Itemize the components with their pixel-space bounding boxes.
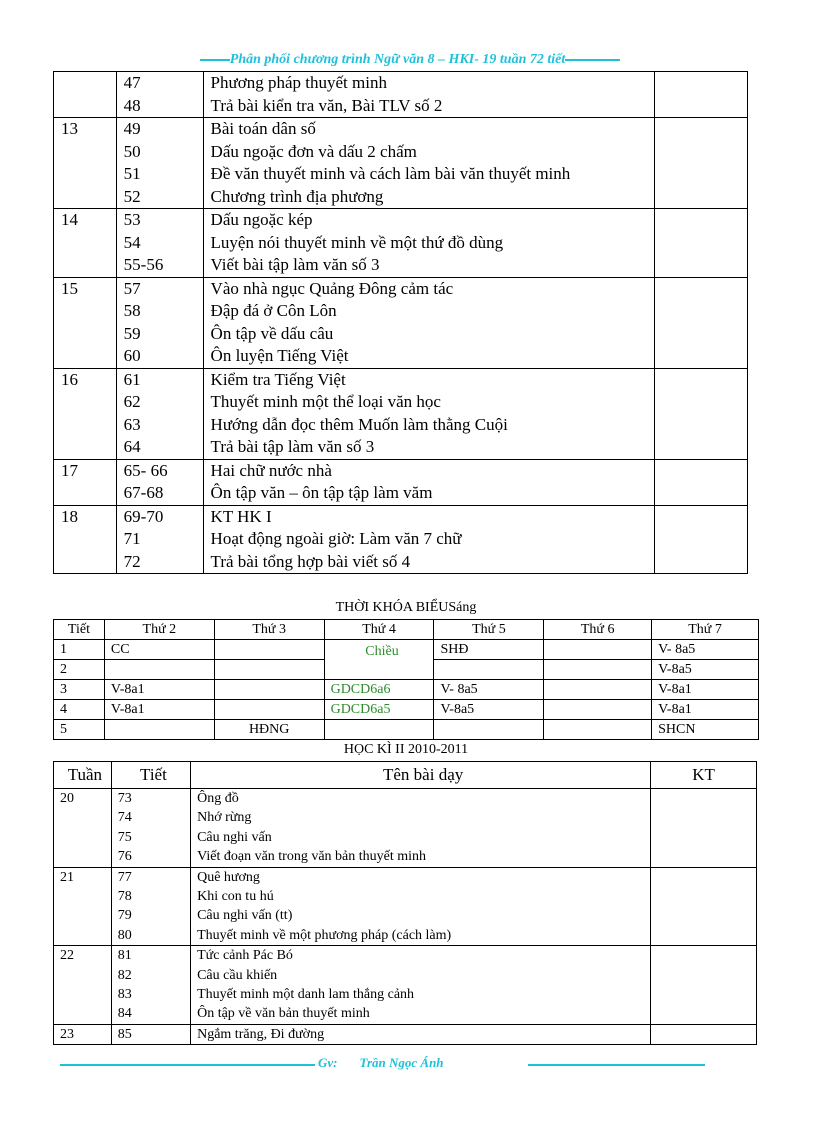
lesson-title: Trả bài tổng hợp bài viết số 4 bbox=[210, 551, 411, 571]
lesson-title: Quê hương bbox=[197, 869, 260, 885]
week-number: 22 bbox=[60, 948, 74, 964]
lesson-title: Trả bài kiển tra văn, Bài TLV số 2 bbox=[210, 95, 443, 115]
lesson-title: Hướng dẫn đọc thêm Muốn làm thằng Cuội bbox=[210, 414, 508, 434]
col-header-ten-bai: Tên bài dạy bbox=[191, 762, 651, 789]
timetable-cell bbox=[544, 680, 652, 700]
period-number: 60 bbox=[123, 346, 141, 365]
lesson-title: Viết đoạn văn trong văn bản thuyết minh bbox=[197, 849, 427, 865]
period-number: 79 bbox=[117, 908, 132, 924]
lesson-title: Ông đồ bbox=[197, 791, 239, 806]
table-row bbox=[54, 459, 748, 505]
lesson-title: Vào nhà ngục Quảng Đông cảm tác bbox=[210, 278, 454, 298]
week-number bbox=[61, 72, 116, 95]
timetable-row bbox=[54, 680, 759, 700]
kt-cell bbox=[651, 1024, 757, 1044]
timetable-cell bbox=[104, 720, 214, 740]
period-cell bbox=[111, 789, 190, 868]
lesson-cell bbox=[203, 368, 655, 459]
period-cell bbox=[111, 867, 190, 946]
lesson-title: Chương trình địa phương bbox=[210, 186, 384, 206]
table-row bbox=[54, 209, 748, 278]
timetable-header-row bbox=[54, 620, 759, 640]
period-number: 71 bbox=[123, 529, 141, 548]
week-cell bbox=[54, 72, 117, 118]
timetable-header: Thứ 7 bbox=[652, 620, 759, 640]
semester2-title: HỌC KÌ II 2010-2011 bbox=[343, 742, 469, 757]
lesson-title: Hoạt động ngoài giờ: Làm văn 7 chữ bbox=[210, 529, 462, 548]
timetable-header: Thứ 6 bbox=[544, 620, 652, 640]
timetable-cell bbox=[434, 660, 544, 680]
timetable-cell: SHĐ bbox=[434, 640, 544, 660]
period-number: 73 bbox=[117, 791, 132, 806]
header-rule-right bbox=[565, 59, 620, 61]
week-number: 14 bbox=[61, 210, 78, 229]
lesson-title: Tức cảnh Pác Bó bbox=[197, 948, 293, 964]
timetable-cell bbox=[544, 640, 652, 660]
week-cell bbox=[54, 209, 117, 278]
timetable-cell: V-8a1 bbox=[652, 680, 759, 700]
lesson-cell bbox=[191, 789, 651, 868]
table-row bbox=[54, 1024, 757, 1044]
col-header-tiet: Tiết bbox=[111, 762, 190, 789]
period-number: 65- 66 bbox=[123, 460, 168, 480]
footer-rule-right bbox=[528, 1064, 705, 1066]
table-row bbox=[54, 277, 748, 368]
timetable-cell: 3 bbox=[54, 680, 105, 700]
timetable-cell: V- 8a5 bbox=[434, 680, 544, 700]
timetable-cell: V-8a1 bbox=[104, 680, 214, 700]
timetable-cell: V-8a5 bbox=[434, 700, 544, 720]
kt-cell bbox=[651, 789, 757, 868]
kt-cell bbox=[651, 946, 757, 1025]
week-number: 15 bbox=[61, 278, 78, 298]
timetable-cell: 4 bbox=[54, 700, 105, 720]
timetable-row bbox=[54, 720, 759, 740]
period-cell bbox=[116, 209, 203, 278]
header-title: Phân phối chương trình Ngữ văn 8 – HKI- 19 tuần 72 tiết bbox=[229, 52, 566, 67]
lesson-title: Kiểm tra Tiếng Việt bbox=[210, 369, 346, 389]
lesson-cell bbox=[203, 505, 655, 574]
week-cell bbox=[54, 867, 112, 946]
table-row bbox=[54, 789, 757, 868]
period-number: 85 bbox=[117, 1026, 132, 1042]
week-number: 13 bbox=[61, 119, 78, 138]
lesson-title: Ngắm trăng, Đi đường bbox=[197, 1026, 325, 1042]
lesson-title: Ôn tập về dấu câu bbox=[210, 323, 334, 343]
period-number: 64 bbox=[123, 437, 141, 456]
lesson-title: Đập đá ở Côn Lôn bbox=[210, 301, 337, 320]
lesson-title: Thuyết minh một thể loại văn học bbox=[210, 392, 441, 411]
lesson-title: Ôn tập về văn bản thuyết minh bbox=[197, 1006, 370, 1022]
table-row bbox=[54, 867, 757, 946]
timetable-cell: GDCD6a6 bbox=[324, 680, 434, 700]
timetable bbox=[53, 619, 759, 740]
period-cell bbox=[116, 72, 203, 118]
lesson-cell bbox=[203, 459, 655, 505]
lesson-cell bbox=[191, 946, 651, 1025]
header-rule-left bbox=[200, 59, 230, 61]
week-number: 23 bbox=[60, 1026, 74, 1042]
lesson-title: Câu nghi vấn (tt) bbox=[197, 908, 293, 924]
lesson-cell bbox=[191, 1024, 651, 1044]
table-row bbox=[54, 368, 748, 459]
period-cell bbox=[116, 459, 203, 505]
period-number: 67-68 bbox=[123, 483, 164, 502]
timetable-header: Thứ 4 bbox=[324, 620, 434, 640]
period-number: 69-70 bbox=[123, 506, 164, 526]
timetable-cell bbox=[544, 720, 652, 740]
period-number: 57 bbox=[123, 278, 141, 298]
lesson-title: Viết bài tập làm văn số 3 bbox=[210, 255, 380, 274]
page-header bbox=[170, 52, 650, 68]
timetable-cell: HĐNG bbox=[214, 720, 324, 740]
timetable-cell: 1 bbox=[54, 640, 105, 660]
timetable-cell: CC bbox=[104, 640, 214, 660]
col-header-tuan: Tuần bbox=[54, 762, 112, 789]
period-number: 55-56 bbox=[123, 255, 164, 274]
lesson-title: Trả bài tập làm văn số 3 bbox=[210, 437, 375, 456]
week-number: 16 bbox=[61, 369, 78, 389]
timetable-cell bbox=[104, 660, 214, 680]
week-number: 17 bbox=[61, 460, 78, 480]
week-number: 21 bbox=[60, 869, 74, 885]
lesson-title: Dấu ngoặc kép bbox=[210, 210, 313, 229]
period-cell bbox=[111, 946, 190, 1025]
period-number: 81 bbox=[117, 948, 132, 964]
timetable-cell: V- 8a5 bbox=[652, 640, 759, 660]
timetable-cell: 2 bbox=[54, 660, 105, 680]
period-number: 75 bbox=[117, 829, 132, 845]
lesson-title: Câu nghi vấn bbox=[197, 829, 272, 845]
timetable-header: Thứ 3 bbox=[214, 620, 324, 640]
timetable-header: Thứ 5 bbox=[434, 620, 544, 640]
lesson-title: Câu cầu khiến bbox=[197, 967, 278, 983]
timetable-cell bbox=[434, 720, 544, 740]
period-number: 63 bbox=[123, 414, 141, 434]
period-number: 59 bbox=[123, 323, 141, 343]
table-row bbox=[54, 505, 748, 574]
footer-author bbox=[318, 1055, 444, 1071]
period-number: 54 bbox=[123, 232, 141, 252]
table-row bbox=[54, 72, 748, 118]
period-cell bbox=[116, 505, 203, 574]
timetable-cell bbox=[214, 640, 324, 660]
period-number: 61 bbox=[123, 369, 141, 389]
timetable-cell: V-8a5 bbox=[652, 660, 759, 680]
kt-cell bbox=[655, 368, 748, 459]
footer-name: Trần Ngọc Ánh bbox=[359, 1055, 444, 1070]
period-number: 84 bbox=[117, 1006, 132, 1022]
kt-cell bbox=[655, 505, 748, 574]
period-number: 82 bbox=[117, 967, 132, 983]
week-cell bbox=[54, 789, 112, 868]
timetable-cell bbox=[324, 720, 434, 740]
timetable-cell: V-8a1 bbox=[652, 700, 759, 720]
period-number: 80 bbox=[117, 927, 132, 943]
lesson-cell bbox=[203, 209, 655, 278]
lesson-title: Bài toán dân số bbox=[210, 119, 316, 138]
week-cell bbox=[54, 459, 117, 505]
period-number: 52 bbox=[123, 186, 141, 206]
period-number: 83 bbox=[117, 986, 132, 1002]
period-number: 58 bbox=[123, 301, 141, 320]
week-cell bbox=[54, 368, 117, 459]
lesson-cell bbox=[203, 118, 655, 209]
kt-cell bbox=[655, 459, 748, 505]
lesson-title: KT HK I bbox=[210, 506, 272, 526]
table-row bbox=[54, 946, 757, 1025]
timetable-cell bbox=[214, 680, 324, 700]
lesson-cell bbox=[191, 867, 651, 946]
lesson-title: Đề văn thuyết minh và cách làm bài văn thuyết minh bbox=[210, 164, 571, 183]
kt-cell bbox=[651, 867, 757, 946]
lesson-cell bbox=[203, 72, 655, 118]
timetable-cell bbox=[544, 700, 652, 720]
week-cell bbox=[54, 946, 112, 1025]
timetable-cell: Chiều bbox=[324, 640, 434, 680]
lesson-title: Dấu ngoặc đơn và dấu 2 chấm bbox=[210, 141, 417, 161]
period-number: 53 bbox=[123, 210, 141, 229]
timetable-cell: 5 bbox=[54, 720, 105, 740]
lesson-title: Hai chữ nước nhà bbox=[210, 460, 332, 480]
week-cell bbox=[54, 277, 117, 368]
lesson-cell bbox=[203, 277, 655, 368]
period-number: 77 bbox=[117, 869, 132, 885]
timetable-header: Tiết bbox=[54, 620, 105, 640]
period-number: 72 bbox=[123, 551, 141, 571]
timetable-cell: V-8a1 bbox=[104, 700, 214, 720]
period-number: 74 bbox=[117, 810, 132, 826]
lesson-title: Thuyết minh về một phương pháp (cách làm) bbox=[197, 927, 452, 943]
period-number: 50 bbox=[123, 141, 141, 161]
col-header-kt: KT bbox=[651, 762, 757, 789]
timetable-cell bbox=[214, 700, 324, 720]
period-cell bbox=[116, 368, 203, 459]
week-cell bbox=[54, 1024, 112, 1044]
period-number: 51 bbox=[123, 164, 141, 183]
timetable-cell: SHCN bbox=[652, 720, 759, 740]
period-cell bbox=[116, 277, 203, 368]
lesson-title: Phương pháp thuyết minh bbox=[210, 73, 387, 92]
period-number: 48 bbox=[123, 95, 141, 115]
period-number: 49 bbox=[123, 119, 141, 138]
kt-cell bbox=[655, 72, 748, 118]
period-number: 62 bbox=[123, 392, 141, 411]
lesson-title: Luyện nói thuyết minh về một thứ đồ dùng bbox=[210, 232, 504, 252]
program-table-hk2 bbox=[53, 761, 757, 1045]
week-number: 20 bbox=[60, 791, 74, 806]
lesson-title: Khi con tu hú bbox=[197, 888, 274, 904]
period-cell bbox=[111, 1024, 190, 1044]
timetable-cell bbox=[544, 660, 652, 680]
period-cell bbox=[116, 118, 203, 209]
lesson-title: Ôn tập văn – ôn tập tập làm văm bbox=[210, 483, 433, 502]
timetable-row bbox=[54, 640, 759, 660]
table-row bbox=[54, 118, 748, 209]
lesson-title: Thuyết minh một danh lam thắng cảnh bbox=[197, 986, 415, 1002]
timetable-header: Thứ 2 bbox=[104, 620, 214, 640]
period-number: 76 bbox=[117, 849, 132, 865]
footer-rule-left bbox=[60, 1064, 315, 1066]
period-number: 78 bbox=[117, 888, 132, 904]
kt-cell bbox=[655, 209, 748, 278]
period-number: 47 bbox=[123, 73, 141, 92]
timetable-cell bbox=[214, 660, 324, 680]
footer-prefix: Gv: bbox=[318, 1055, 338, 1070]
week-number: 18 bbox=[61, 506, 78, 526]
timetable-row bbox=[54, 700, 759, 720]
kt-cell bbox=[655, 277, 748, 368]
program-table-hk1 bbox=[53, 71, 748, 574]
timetable-title: THỜI KHÓA BIỂUSáng bbox=[335, 600, 477, 615]
lesson-title: Ôn luyện Tiếng Việt bbox=[210, 346, 349, 365]
page-footer bbox=[60, 1055, 705, 1075]
lesson-title: Nhớ rừng bbox=[197, 810, 252, 826]
week-cell bbox=[54, 505, 117, 574]
week-cell bbox=[54, 118, 117, 209]
timetable-cell: GDCD6a5 bbox=[324, 700, 434, 720]
kt-cell bbox=[655, 118, 748, 209]
